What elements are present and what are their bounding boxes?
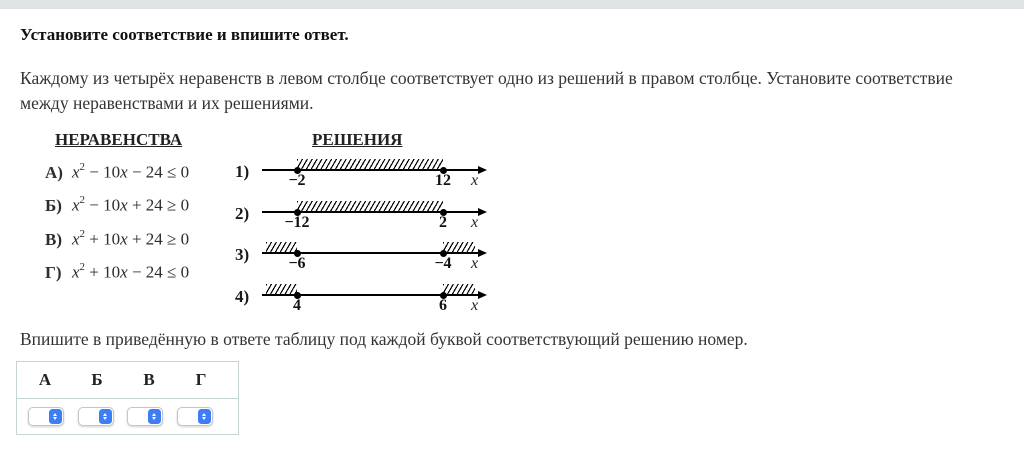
answer-table [16,361,239,435]
hatch-shading-left-ray [266,284,297,295]
instruction-line-2: между неравенствами и их решениями. [20,92,314,113]
answer-instruction: Впишите в приведённую в ответе таблицу под каждой буквой соответствующий решению номер. [20,329,748,349]
left-endpoint-value: −6 [288,255,306,272]
chevron-down-icon [103,417,107,420]
answer-header-a: А [38,370,52,389]
formula-var: x [72,195,80,215]
solution-number-label: 1) [235,162,250,181]
answer-select-b[interactable] [78,407,114,426]
answer-select-g[interactable] [177,407,213,426]
hatch-shading-right-ray [443,284,475,295]
axis-arrow-icon [478,249,487,257]
formula-mid-var: x [120,162,128,182]
task-instruction [20,66,1010,115]
page-title: Установите соответствие и впишите ответ. [20,25,349,44]
formula-exponent: 2 [79,261,86,273]
stepper-icon [148,409,161,424]
hatch-shading-segment [297,159,443,170]
formula-mid: − 10 [85,195,121,215]
inequality-letter: А) [45,162,63,182]
inequality-letter: В) [45,229,62,249]
chevron-up-icon [152,413,156,416]
formula-mid-var: x [120,262,128,282]
instruction-line-1: Каждому из четырёх неравенств в левом столбце соответствует одно из решений в правом столбце. Установите соответствие [20,68,953,88]
axis-arrow-icon [478,291,487,299]
answer-header-g: Г [195,370,207,389]
axis-variable-label: x [471,172,479,189]
stepper-icon [49,409,62,424]
axis-variable-label: x [471,255,479,272]
formula-tail: − 24 ≤ 0 [127,162,190,182]
inequality-row-a [45,162,189,186]
answer-select-a[interactable] [28,407,64,426]
formula-mid-var: x [120,195,128,215]
number-line-4 [233,281,503,321]
hatch-shading-left-ray [266,242,297,253]
hatch-shading-right-ray [443,242,475,253]
inequality-letter: Б) [45,195,62,215]
page-top-strip [0,0,1024,9]
formula-exponent: 2 [79,228,86,240]
answer-header-b: Б [91,370,103,389]
formula-var: x [72,162,80,182]
right-endpoint-value: 12 [435,172,451,189]
inequality-row-g [45,262,189,286]
inequality-letter: Г) [45,262,62,282]
answer-table-header-row [17,362,238,399]
formula-var: x [72,229,80,249]
formula-tail: − 24 ≤ 0 [127,262,190,282]
inequality-row-b [45,195,189,219]
right-endpoint-value: −4 [434,255,452,272]
formula-tail: + 24 ≥ 0 [127,229,190,249]
answer-select-v[interactable] [127,407,163,426]
number-line-2 [233,198,503,238]
axis-arrow-icon [478,166,487,174]
axis-variable-label: x [471,214,479,231]
right-endpoint-value: 6 [439,297,447,314]
number-line-3 [233,239,503,279]
chevron-up-icon [103,413,107,416]
formula-mid: − 10 [85,162,121,182]
column-header-solutions: РЕШЕНИЯ [312,130,403,149]
answer-table-body-row [17,399,238,435]
chevron-up-icon [202,413,206,416]
stepper-icon [198,409,211,424]
formula-mid: + 10 [85,262,121,282]
right-endpoint-value: 2 [439,214,447,231]
solution-number-label: 3) [235,245,250,264]
inequality-row-v [45,229,189,253]
solution-number-label: 2) [235,204,250,223]
left-endpoint-value: 4 [293,297,301,314]
answer-header-v: В [143,370,155,389]
axis-arrow-icon [478,208,487,216]
left-endpoint-value: −2 [288,172,306,189]
column-header-inequalities: НЕРАВЕНСТВА [55,130,183,149]
hatch-shading-segment [297,201,443,212]
chevron-down-icon [53,417,57,420]
stepper-icon [99,409,112,424]
formula-exponent: 2 [79,161,86,173]
formula-tail: + 24 ≥ 0 [127,195,190,215]
chevron-up-icon [53,413,57,416]
number-line-1 [233,156,503,196]
formula-mid-var: x [120,229,128,249]
left-endpoint-value: −12 [284,214,310,231]
formula-var: x [72,262,80,282]
formula-exponent: 2 [79,194,86,206]
axis-variable-label: x [471,297,479,314]
solution-number-label: 4) [235,287,250,306]
chevron-down-icon [152,417,156,420]
chevron-down-icon [202,417,206,420]
formula-mid: + 10 [85,229,121,249]
